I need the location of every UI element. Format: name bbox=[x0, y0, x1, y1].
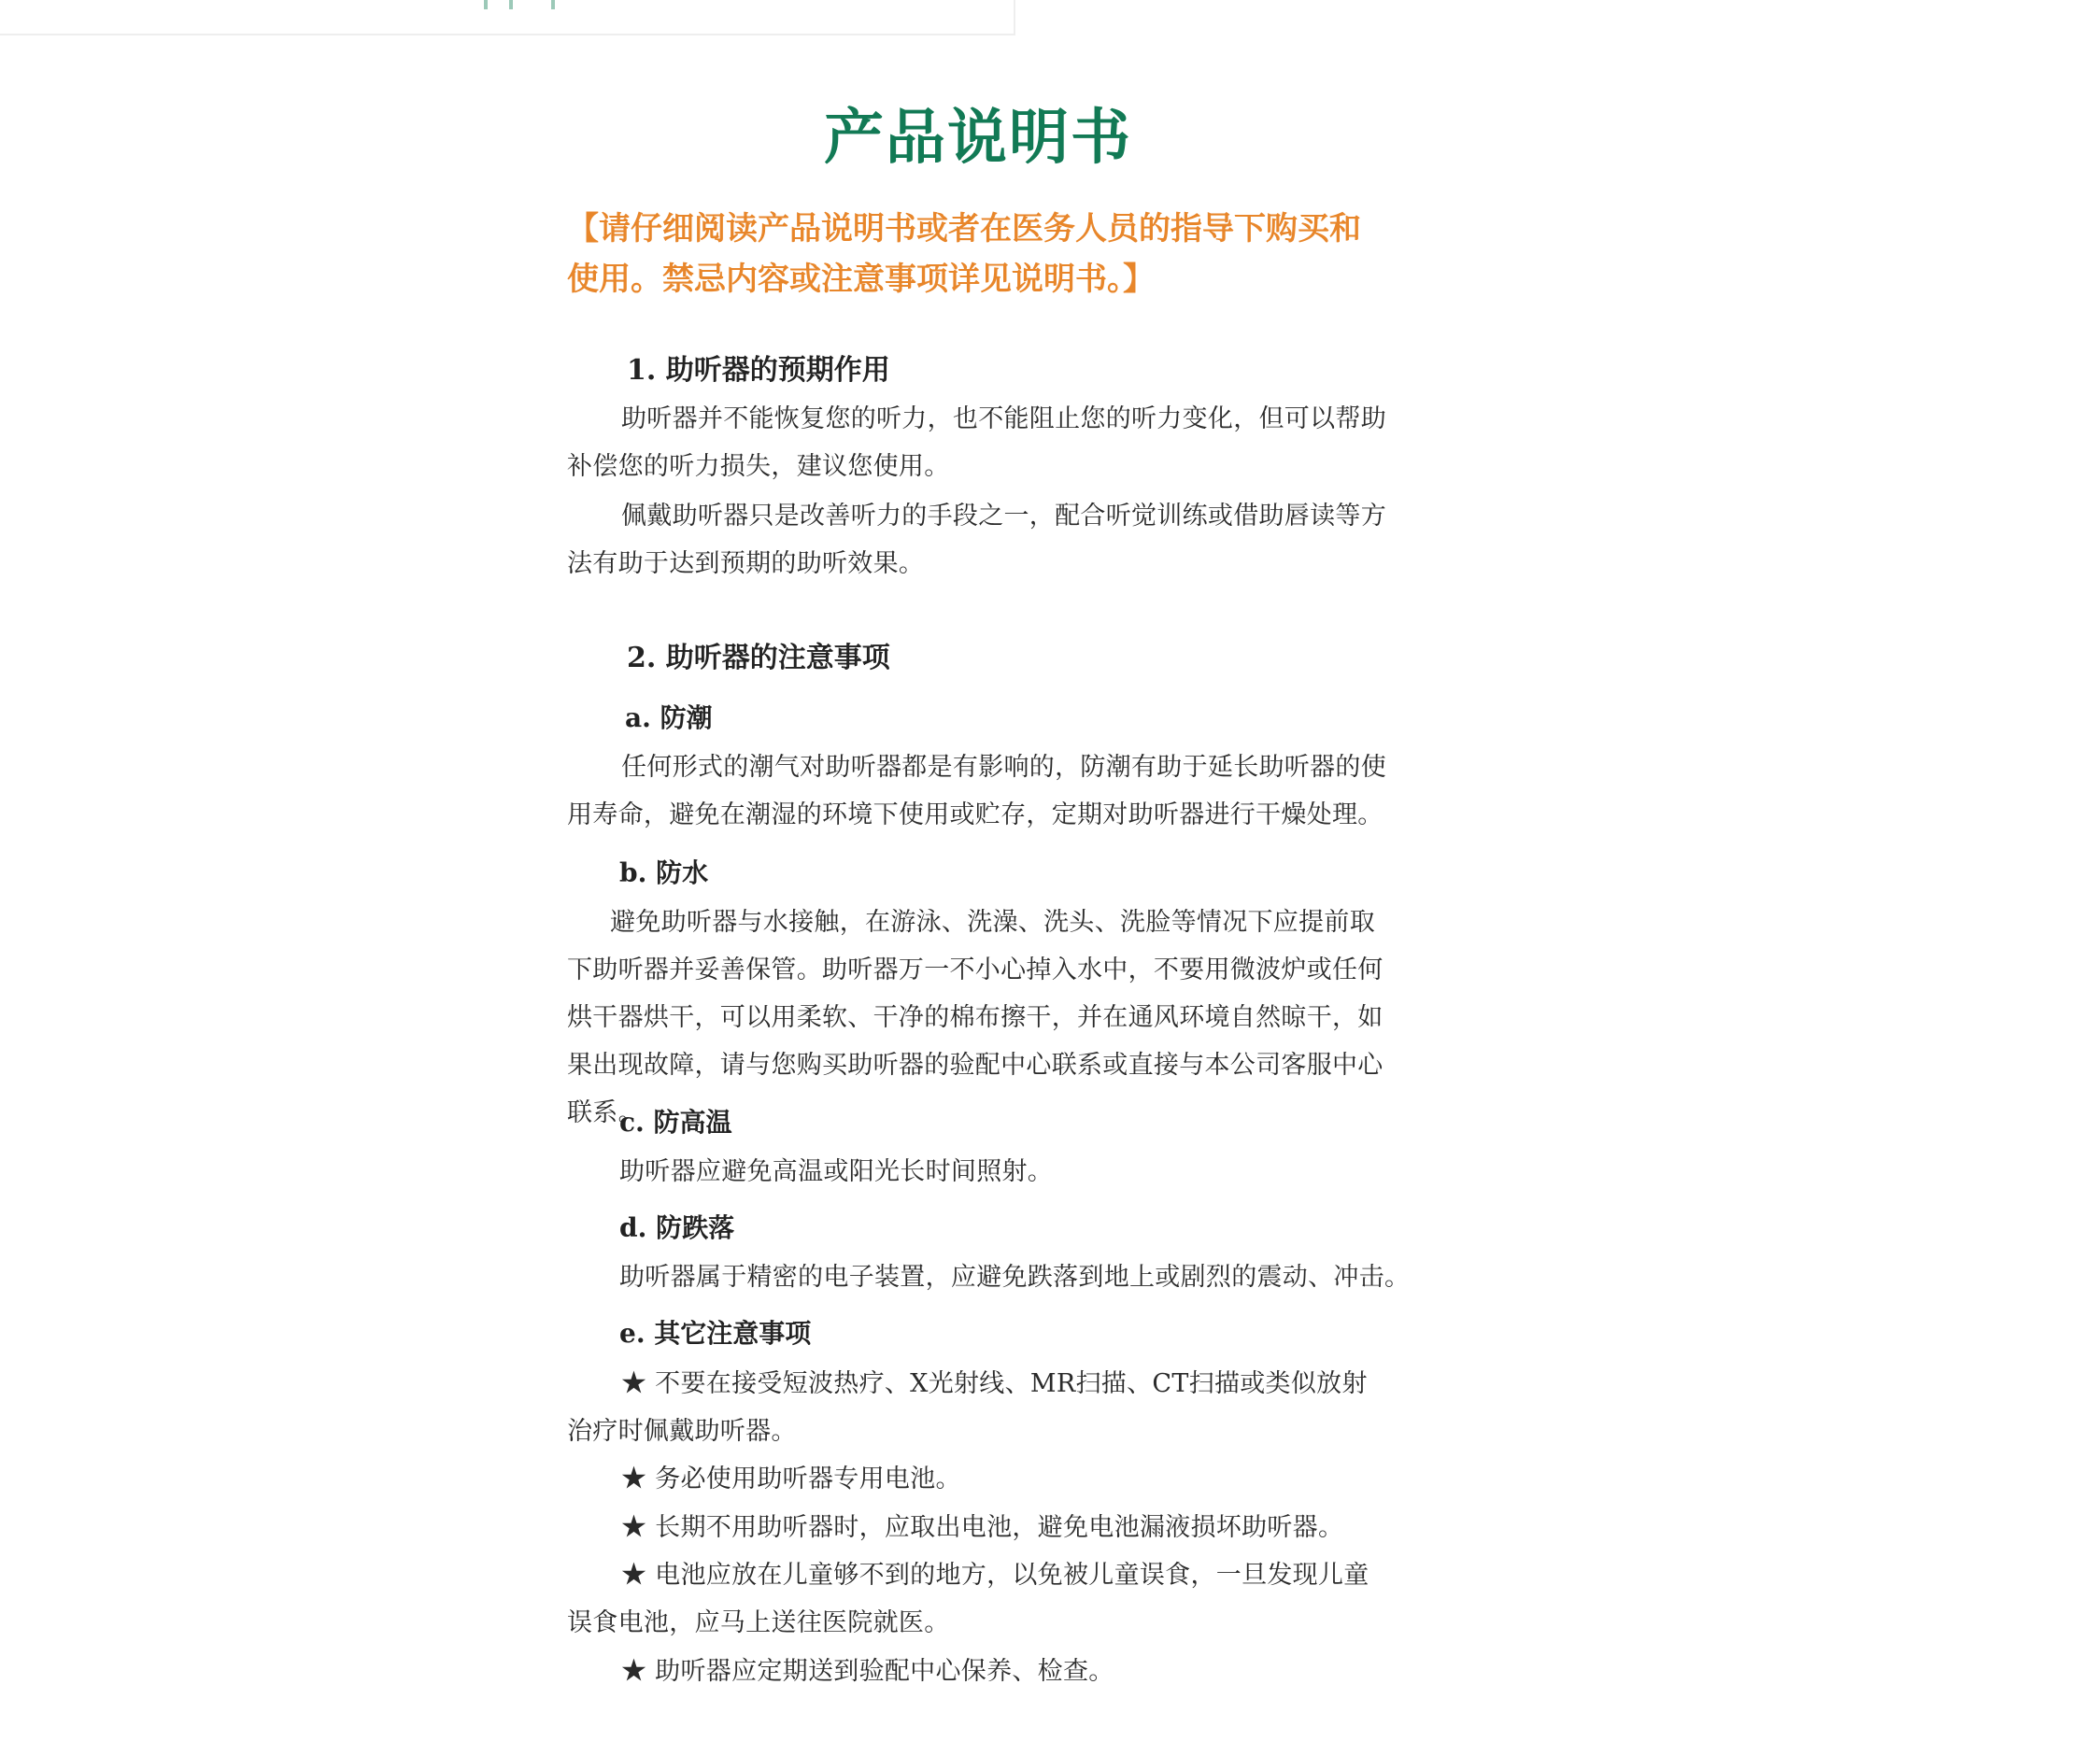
strip-mark bbox=[509, 0, 513, 9]
subsection-b-text: 避免助听器与水接触，在游泳、洗澡、洗头、洗脸等情况下应提前取下助听器并妥善保管。助听器万一不小心掉入水中，不要用微波炉或任何烘干器烘干，可以用柔软、干净的棉布擦干，并在通风环境自然晾干，如果出现故障，请与您购买助听器的验配中心联系或直接与本公司客服中心联系。 bbox=[567, 908, 1383, 1127]
subsection-e-heading: e. 其它注意事项 bbox=[619, 1318, 812, 1349]
list-item: ★ 长期不用助听器时，应取出电池，避免电池漏液损坏助听器。 bbox=[621, 1513, 1344, 1542]
section2-heading: 2. 助听器的注意事项 bbox=[627, 642, 890, 674]
list-item: ★ 不要在接受短波热疗、X光射线、MR扫描、CT扫描或类似放射治疗时佩戴助听器。 bbox=[567, 1369, 1368, 1446]
strip-mark bbox=[484, 0, 488, 9]
list-item: ★ 电池应放在儿童够不到的地方，以免被儿童误食，一旦发现儿童误食电池，应马上送往医院就医。 bbox=[567, 1561, 1369, 1637]
subsection-b-heading: b. 防水 bbox=[619, 857, 709, 888]
section1-heading: 1. 助听器的预期作用 bbox=[627, 354, 890, 387]
section1-paragraph-2: 佩戴助听器只是改善听力的手段之一，配合听觉训练或借助唇读等方法有助于达到预期的助听效果。 bbox=[567, 502, 1386, 578]
list-item: ★ 务必使用助听器专用电池。 bbox=[621, 1465, 961, 1493]
subsection-d-text: 助听器属于精密的电子装置，应避免跌落到地上或剧烈的震动、冲击。 bbox=[619, 1263, 1411, 1292]
subsection-c-text: 助听器应避免高温或阳光长时间照射。 bbox=[619, 1157, 1054, 1186]
page-title: 产品说明书 bbox=[824, 103, 1132, 173]
subsection-c-heading: c. 防高温 bbox=[619, 1107, 732, 1138]
list-item: ★ 助听器应定期送到验配中心保养、检查。 bbox=[621, 1657, 1114, 1686]
subsection-d-heading: d. 防跌落 bbox=[619, 1212, 735, 1243]
strip-mark bbox=[551, 0, 555, 9]
warning-notice: 【请仔细阅读产品说明书或者在医务人员的指导下购买和使用。禁忌内容或注意事项详见说明书。】 bbox=[567, 210, 1361, 298]
subsection-a-heading: a. 防潮 bbox=[625, 702, 713, 733]
subsection-a-text: 任何形式的潮气对助听器都是有影响的，防潮有助于延长助听器的使用寿命，避免在潮湿的环境下使用或贮存，定期对助听器进行干燥处理。 bbox=[567, 753, 1386, 829]
section1-paragraph-1: 助听器并不能恢复您的听力，也不能阻止您的听力变化，但可以帮助补偿您的听力损失，建议您使用。 bbox=[567, 404, 1386, 481]
top-window-strip bbox=[0, 0, 1015, 35]
